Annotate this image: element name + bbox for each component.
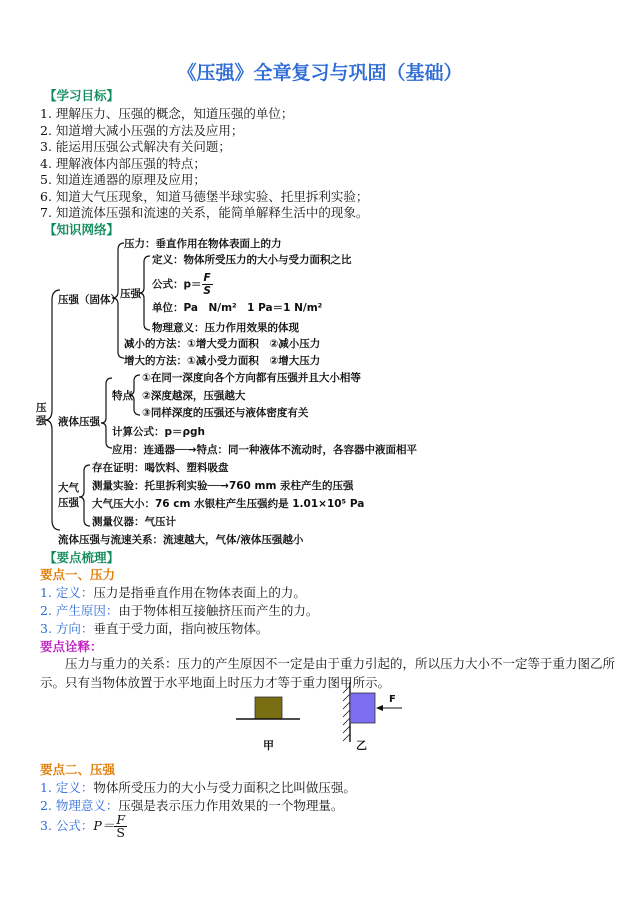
map-increase: 增大的方法：①减小受力面积 ②增大压力: [124, 355, 321, 367]
objective-item: 1. 理解压力、压强的概念，知道压强的单位；: [40, 106, 294, 121]
map-application: 应用：连通器──→特点：同一种液体不流动时，各容器中液面相平: [112, 444, 417, 456]
page-title: 《压强》全章复习与巩固（基础）: [177, 62, 463, 84]
map-root: 压强: [36, 402, 47, 427]
force-arrow-head: [376, 705, 383, 711]
objective-item: 5. 知道连通器的原理及应用；: [40, 172, 206, 187]
map-calc: 计算公式：p＝ρgh: [112, 426, 206, 438]
map-features: 特点: [112, 390, 133, 402]
map-reduce: 减小的方法：①增大受力面积 ②减小压力: [124, 338, 321, 350]
point2-line2: 2. 物理意义：压强是表示压力作用效果的一个物理量。: [40, 798, 344, 813]
map-solid: 压强（固体）: [58, 294, 121, 306]
note-heading: 要点诠释：: [40, 639, 103, 654]
objective-item: 7. 知道流体压强和流速的关系，能简单解释生活中的现象。: [40, 205, 369, 220]
map-formula: 公式：p＝ $\frac{F}{S}$: [152, 272, 211, 297]
objectives-heading: 【学习目标】: [44, 88, 120, 103]
point1-heading: 要点一、压力: [40, 567, 116, 582]
map-pressure: 压强: [120, 288, 141, 300]
map-liquid: 液体压强: [58, 416, 100, 428]
map-atm-instrument: 测量仪器：气压计: [92, 516, 176, 528]
map-atm-2: 压强: [58, 497, 79, 509]
network-heading: 【知识网络】: [44, 222, 120, 237]
figure-left-label: 甲: [263, 739, 274, 752]
objective-item: 3. 能运用压强公式解决有关问题；: [40, 139, 231, 154]
point2-line3: 3. 公式：P＝ $\frac{F}{S}$: [40, 812, 126, 840]
objective-item: 6. 知道大气压现象，知道马德堡半球实验、托里拆利实验；: [40, 188, 369, 204]
map-force-def: 压力：垂直作用在物体表面上的力: [124, 238, 282, 250]
point1-line3: 3. 方向：垂直于受力面，指向被压物体。: [40, 621, 269, 636]
wall-hatching: [343, 686, 350, 741]
map-meaning: 物理意义：压力作用效果的体现: [152, 322, 299, 334]
map-fluid: 流体压强与流速关系：流速越大，气体/液体压强越小: [58, 534, 304, 546]
map-definition: 定义：物体所受压力的大小与受力面积之比: [152, 254, 352, 266]
map-atm-size: 大气压大小：76 cm 水银柱产生压强约是 1.01×10⁵ Pa: [92, 498, 365, 510]
map-feature-2: ②深度越深，压强越大: [142, 390, 246, 402]
objective-item: 2. 知道增大减小压强的方法及应用；: [40, 122, 244, 138]
point1-line1: 1. 定义：压力是指垂直作用在物体表面上的力。: [40, 585, 306, 600]
note-text: 压力与重力的关系：压力的产生原因不一定是由于重力引起的，所以压力大小不一定等于重力图乙所示。只有当物体放置于水平地面上时压力才等于重力图甲所示。: [40, 656, 616, 690]
objective-item: 4. 理解液体内部压强的特点；: [40, 155, 206, 171]
point2-line1: 1. 定义：物体所受压力的大小与受力面积之比叫做压强。: [40, 780, 356, 795]
point2-heading: 要点二、压强: [40, 762, 116, 777]
summary-heading: 【要点梳理】: [44, 550, 120, 565]
block-on-wall: [350, 693, 375, 723]
block-on-ground: [255, 697, 282, 719]
map-atm-experiment: 测量实验：托里拆利实验──→760 mm 汞柱产生的压强: [92, 480, 354, 492]
map-unit: 单位：Pa N/m² 1 Pa＝1 N/m²: [152, 302, 323, 314]
map-feature-1: ①在同一深度向各个方向都有压强并且大小相等: [142, 372, 361, 384]
map-atm-proof: 存在证明：喝饮料、塑料吸盘: [92, 462, 229, 474]
map-feature-3: ③同样深度的压强还与液体密度有关: [142, 407, 309, 419]
figure-right-label: 乙: [356, 739, 367, 752]
map-atm-1: 大气: [58, 482, 79, 494]
point1-line2: 2. 产生原因：由于物体相互接触挤压而产生的力。: [40, 603, 319, 618]
force-label: F: [389, 694, 396, 705]
